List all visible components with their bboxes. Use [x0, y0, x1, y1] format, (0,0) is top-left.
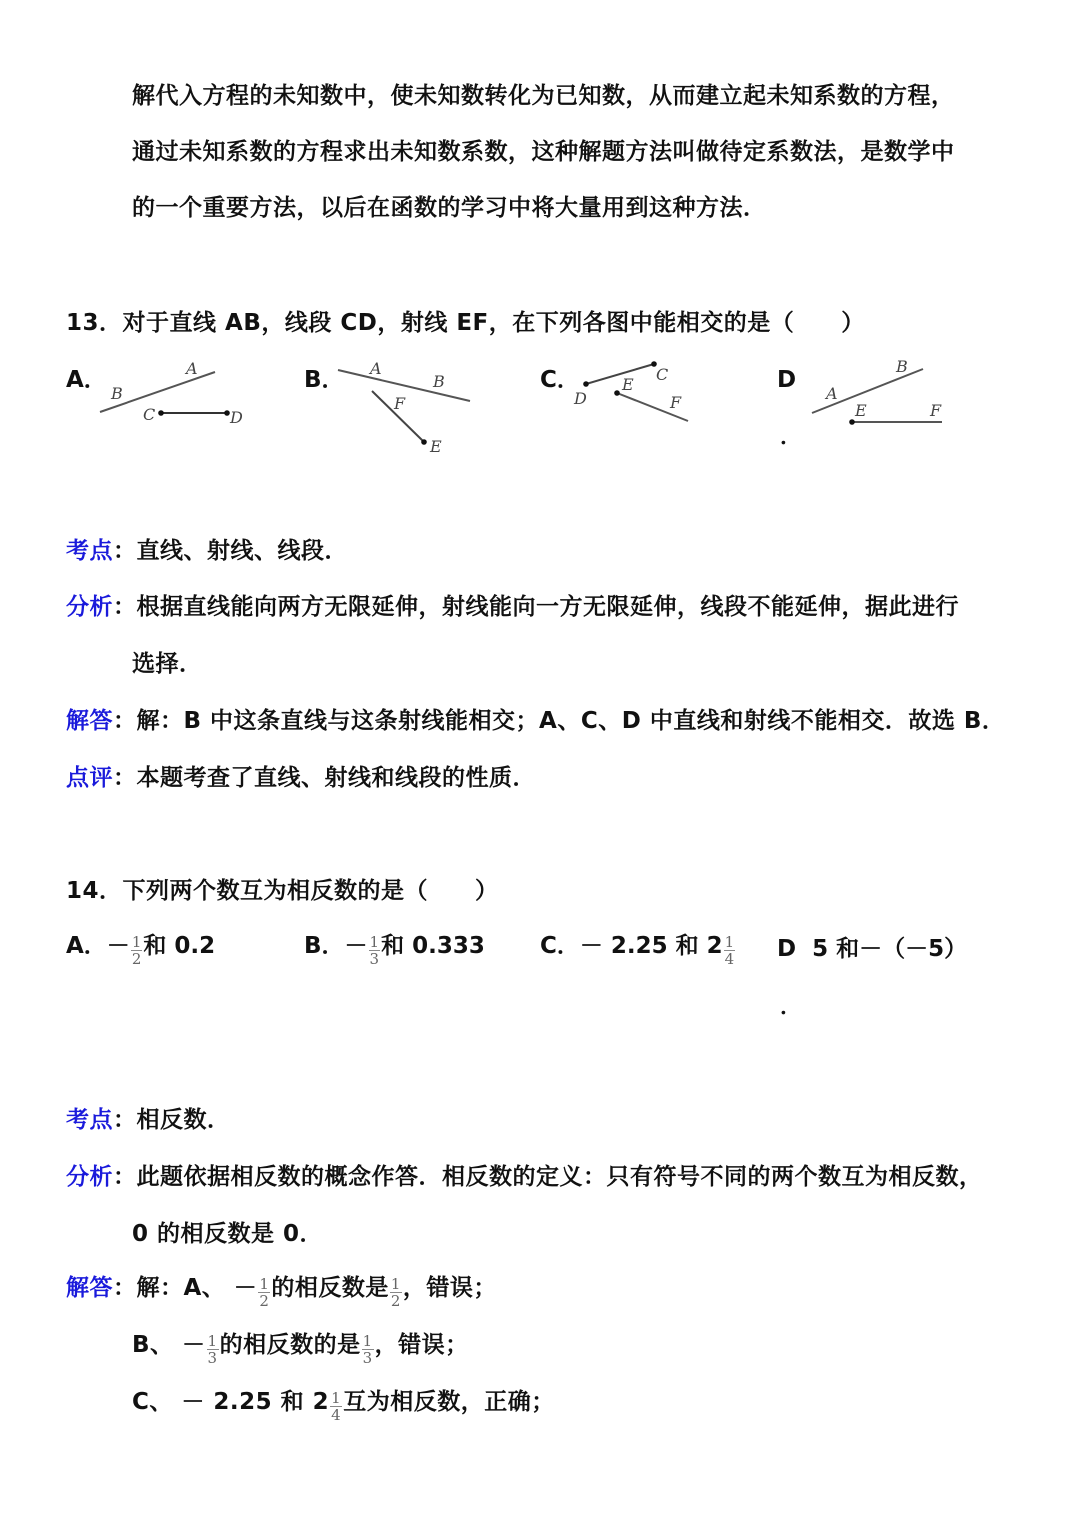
jieda-a-pre: ：解：A、 －	[113, 1275, 258, 1301]
svg-text:A: A	[370, 359, 382, 378]
fenxi-text: ：此题依据相反数的概念作答．相反数的定义：只有符号不同的两个数互为相反数，	[113, 1164, 983, 1190]
q14-fenxi-cont: 0 的相反数是 0．	[132, 1221, 324, 1247]
fraction	[330, 1390, 342, 1423]
svg-text:B: B	[111, 384, 123, 403]
jieda-c-post: 互为相反数，正确；	[343, 1389, 555, 1415]
jieda-label: 解答	[66, 708, 113, 734]
frac-den: 2	[390, 1292, 401, 1310]
fraction	[131, 934, 143, 967]
q14-jieda-a	[66, 1272, 497, 1310]
jieda-b-post: ，错误；	[374, 1332, 469, 1358]
frac-den: 3	[207, 1349, 218, 1367]
jieda-b-mid: 的相反数的是	[219, 1332, 361, 1358]
svg-text:C: C	[143, 405, 156, 424]
frac-num: 1	[362, 1332, 373, 1350]
intro-line-3: 的一个重要方法，以后在函数的学习中将大量用到这种方法．	[132, 195, 767, 221]
fraction	[207, 1333, 219, 1366]
fenxi-label: 分析	[66, 594, 113, 620]
frac-num: 1	[131, 933, 142, 951]
frac-num: 1	[331, 1389, 342, 1407]
option-a-suffix: 和 0.2	[143, 933, 216, 959]
intro-line-2: 通过未知系数的方程求出未知数系数，这种解题方法叫做待定系数法，是数学中	[132, 139, 955, 165]
svg-text:A: A	[186, 359, 198, 378]
q14-option-d	[777, 934, 967, 964]
frac-num: 1	[207, 1332, 218, 1350]
svg-text:F: F	[394, 394, 406, 413]
q14-option-c	[540, 930, 736, 968]
jieda-b-pre: B、 －	[132, 1332, 206, 1358]
svg-text:E: E	[855, 401, 867, 420]
svg-text:E: E	[622, 375, 634, 394]
frac-num: 1	[369, 933, 380, 951]
q13-option-c-label: C．	[540, 367, 580, 393]
svg-text:B: B	[896, 357, 908, 376]
q14-kaodian	[66, 1105, 231, 1135]
kaodian-text: ：相反数．	[113, 1107, 231, 1133]
q13-fenxi-cont: 选择．	[132, 651, 203, 677]
frac-num: 1	[259, 1275, 270, 1293]
intro-line-1: 解代入方程的未知数中，使未知数转化为已知数，从而建立起未知系数的方程，	[132, 83, 955, 109]
q13-figures	[0, 0, 1080, 470]
kaodian-label: 考点	[66, 1107, 113, 1133]
svg-text:F: F	[930, 401, 942, 420]
frac-num: 1	[390, 1275, 401, 1293]
jieda-label: 解答	[66, 1275, 113, 1301]
q14-option-a	[66, 930, 216, 968]
jieda-text: ：解：B 中这条直线与这条射线能相交；A、C、D 中直线和射线不能相交．故选 B．	[113, 708, 1006, 734]
frac-den: 2	[131, 950, 142, 968]
q13-option-b-label: B．	[304, 367, 345, 393]
svg-text:D: D	[230, 408, 243, 427]
q14-jieda-c	[132, 1386, 555, 1424]
fenxi-text: ：根据直线能向两方无限延伸，射线能向一方无限延伸，线段不能延伸，据此进行	[113, 594, 959, 620]
figure-b	[338, 359, 470, 456]
figure-d	[812, 357, 942, 425]
dianping-label: 点评	[66, 765, 113, 791]
kaodian-text: ：直线、射线、线段．	[113, 538, 348, 564]
figure-c	[573, 361, 688, 421]
q13-option-d-dot: ．	[780, 425, 803, 450]
jieda-a-post: ，错误；	[402, 1275, 497, 1301]
q14-jieda-b	[132, 1329, 469, 1367]
frac-den: 4	[331, 1406, 342, 1424]
q13-option-d-label: D	[777, 367, 797, 393]
fenxi-label: 分析	[66, 1164, 113, 1190]
dianping-text: ：本题考查了直线、射线和线段的性质．	[113, 765, 536, 791]
figure-a	[100, 359, 243, 427]
option-a-prefix: A．－	[66, 933, 130, 959]
q14-question: 14．下列两个数互为相反数的是（ ）	[66, 878, 499, 904]
option-b-prefix: B．－	[304, 933, 368, 959]
q13-fenxi	[66, 592, 959, 622]
svg-text:E: E	[430, 437, 442, 456]
q13-kaodian	[66, 536, 348, 566]
jieda-c-pre: C、 － 2.25 和 2	[132, 1389, 330, 1415]
q13-dianping	[66, 763, 536, 793]
frac-den: 2	[259, 1292, 270, 1310]
q14-fenxi	[66, 1162, 983, 1192]
frac-num: 1	[724, 933, 735, 951]
option-b-suffix: 和 0.333	[381, 933, 485, 959]
jieda-a-mid: 的相反数是	[271, 1275, 389, 1301]
q13-question: 13．对于直线 AB，线段 CD，射线 EF，在下列各图中能相交的是（ ）	[66, 310, 865, 336]
option-d-prefix: D	[777, 936, 797, 962]
fraction	[390, 1276, 402, 1309]
svg-text:D: D	[574, 389, 587, 408]
frac-den: 3	[362, 1349, 373, 1367]
fraction	[258, 1276, 270, 1309]
svg-text:F: F	[670, 393, 682, 412]
svg-text:C: C	[656, 365, 669, 384]
fraction	[724, 934, 736, 967]
q14-option-b	[304, 930, 485, 968]
q13-option-a-label: A．	[66, 367, 107, 393]
svg-text:B: B	[433, 372, 445, 391]
q13-jieda	[66, 706, 1005, 736]
q14-option-d-dot: ．	[780, 995, 803, 1020]
option-c-prefix: C．－ 2.25 和 2	[540, 933, 723, 959]
kaodian-label: 考点	[66, 538, 113, 564]
fraction	[362, 1333, 374, 1366]
frac-den: 4	[724, 950, 735, 968]
option-d-text: 5 和－（－5）	[812, 936, 968, 962]
svg-text:A: A	[826, 384, 838, 403]
frac-den: 3	[369, 950, 380, 968]
fraction	[369, 934, 381, 967]
